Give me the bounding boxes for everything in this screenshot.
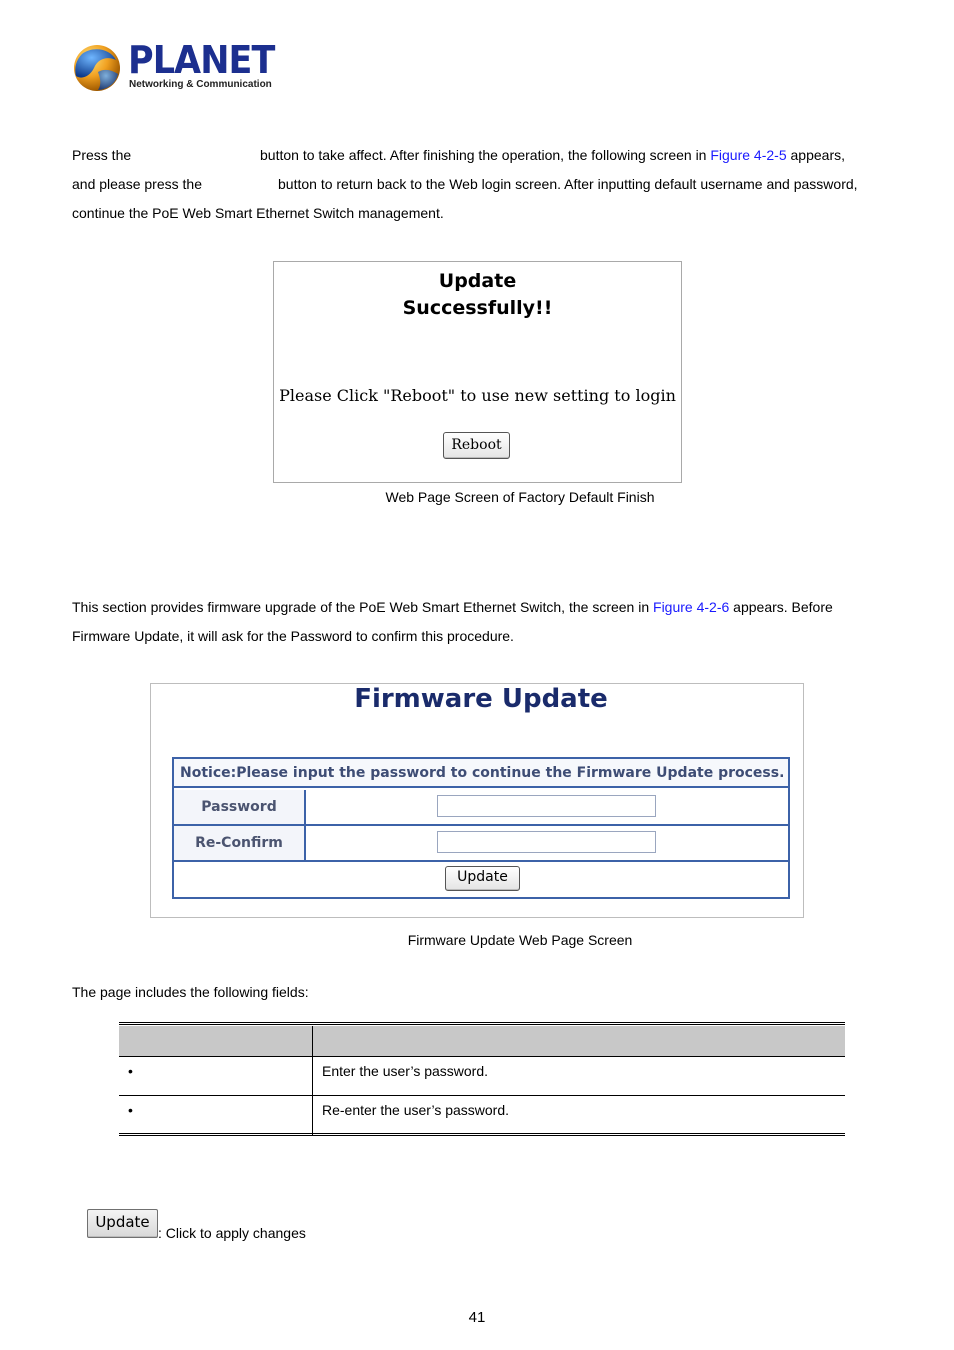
update-description: : Click to apply changes [158, 1225, 306, 1241]
password-label: Password [174, 790, 306, 824]
reconfirm-input[interactable] [437, 831, 656, 853]
fields-table [119, 1022, 845, 1136]
intro-text: appears, [790, 147, 845, 163]
planet-logo [72, 38, 275, 96]
figure-1-caption: Web Page Screen of Factory Default Finish [385, 489, 655, 505]
intro-text: button to return back to the Web login screen. After inputting default username and password, [278, 176, 858, 192]
table-bottom-rule [119, 1133, 845, 1136]
brand-name: PLANET [128, 38, 275, 82]
reboot-button[interactable]: Reboot [443, 432, 510, 459]
section-line-2: Firmware Update, it will ask for the Password to confirm this procedure. [72, 628, 514, 644]
success-title-line-2: Successfully!! [402, 297, 553, 319]
firmware-update-panel [150, 683, 804, 918]
intro-line-2b [278, 170, 858, 199]
figure-link[interactable]: Figure 4-2-6 [653, 599, 730, 615]
table-header [119, 1026, 845, 1056]
password-row [174, 790, 788, 826]
intro-text: Press the [72, 147, 132, 163]
intro-line-1 [72, 141, 131, 170]
globe-icon [72, 42, 124, 94]
reboot-message: Please Click "Reboot" to use new setting to login [279, 386, 676, 405]
update-success-panel [273, 261, 682, 483]
update-button-sample[interactable]: Update [87, 1209, 158, 1238]
reconfirm-row [174, 826, 788, 862]
table-top-rule [119, 1022, 845, 1025]
success-title [274, 268, 681, 322]
row-2-description: Re-enter the user’s password. [322, 1102, 510, 1118]
firmware-update-title: Firmware Update [354, 684, 608, 714]
password-input[interactable] [437, 795, 656, 817]
reconfirm-label: Re-Confirm [174, 826, 306, 860]
row-2-bullet: • [128, 1102, 133, 1118]
section-text: appears. Before [733, 599, 833, 615]
success-title-line-1: Update [438, 270, 517, 292]
column-divider [312, 1026, 313, 1135]
intro-line-1b [260, 141, 845, 170]
update-button[interactable]: Update [445, 866, 520, 891]
intro-text: button to take affect. After finishing the operation, the following screen in [260, 147, 707, 163]
figure-link[interactable]: Figure 4-2-5 [710, 147, 787, 163]
firmware-update-form [172, 757, 790, 899]
table-row-divider [119, 1095, 845, 1096]
intro-line-2 [72, 170, 202, 199]
row-1-bullet: • [128, 1063, 133, 1079]
firmware-notice: Notice:Please input the password to continue the Firmware Update process. [174, 759, 788, 788]
intro-line-3: continue the PoE Web Smart Ethernet Switch management. [72, 205, 444, 221]
brand-tagline: Networking & Communication [129, 79, 272, 90]
section-line-1 [72, 593, 833, 622]
section-text: This section provides firmware upgrade of the PoE Web Smart Ethernet Switch, the screen in [72, 599, 650, 615]
row-1-description: Enter the user’s password. [322, 1063, 489, 1079]
figure-2-caption: Firmware Update Web Page Screen [407, 932, 633, 948]
fields-intro: The page includes the following fields: [72, 984, 309, 1000]
page-number: 41 [468, 1309, 486, 1326]
intro-text: and please press the [72, 176, 202, 192]
table-row-divider [119, 1056, 845, 1057]
